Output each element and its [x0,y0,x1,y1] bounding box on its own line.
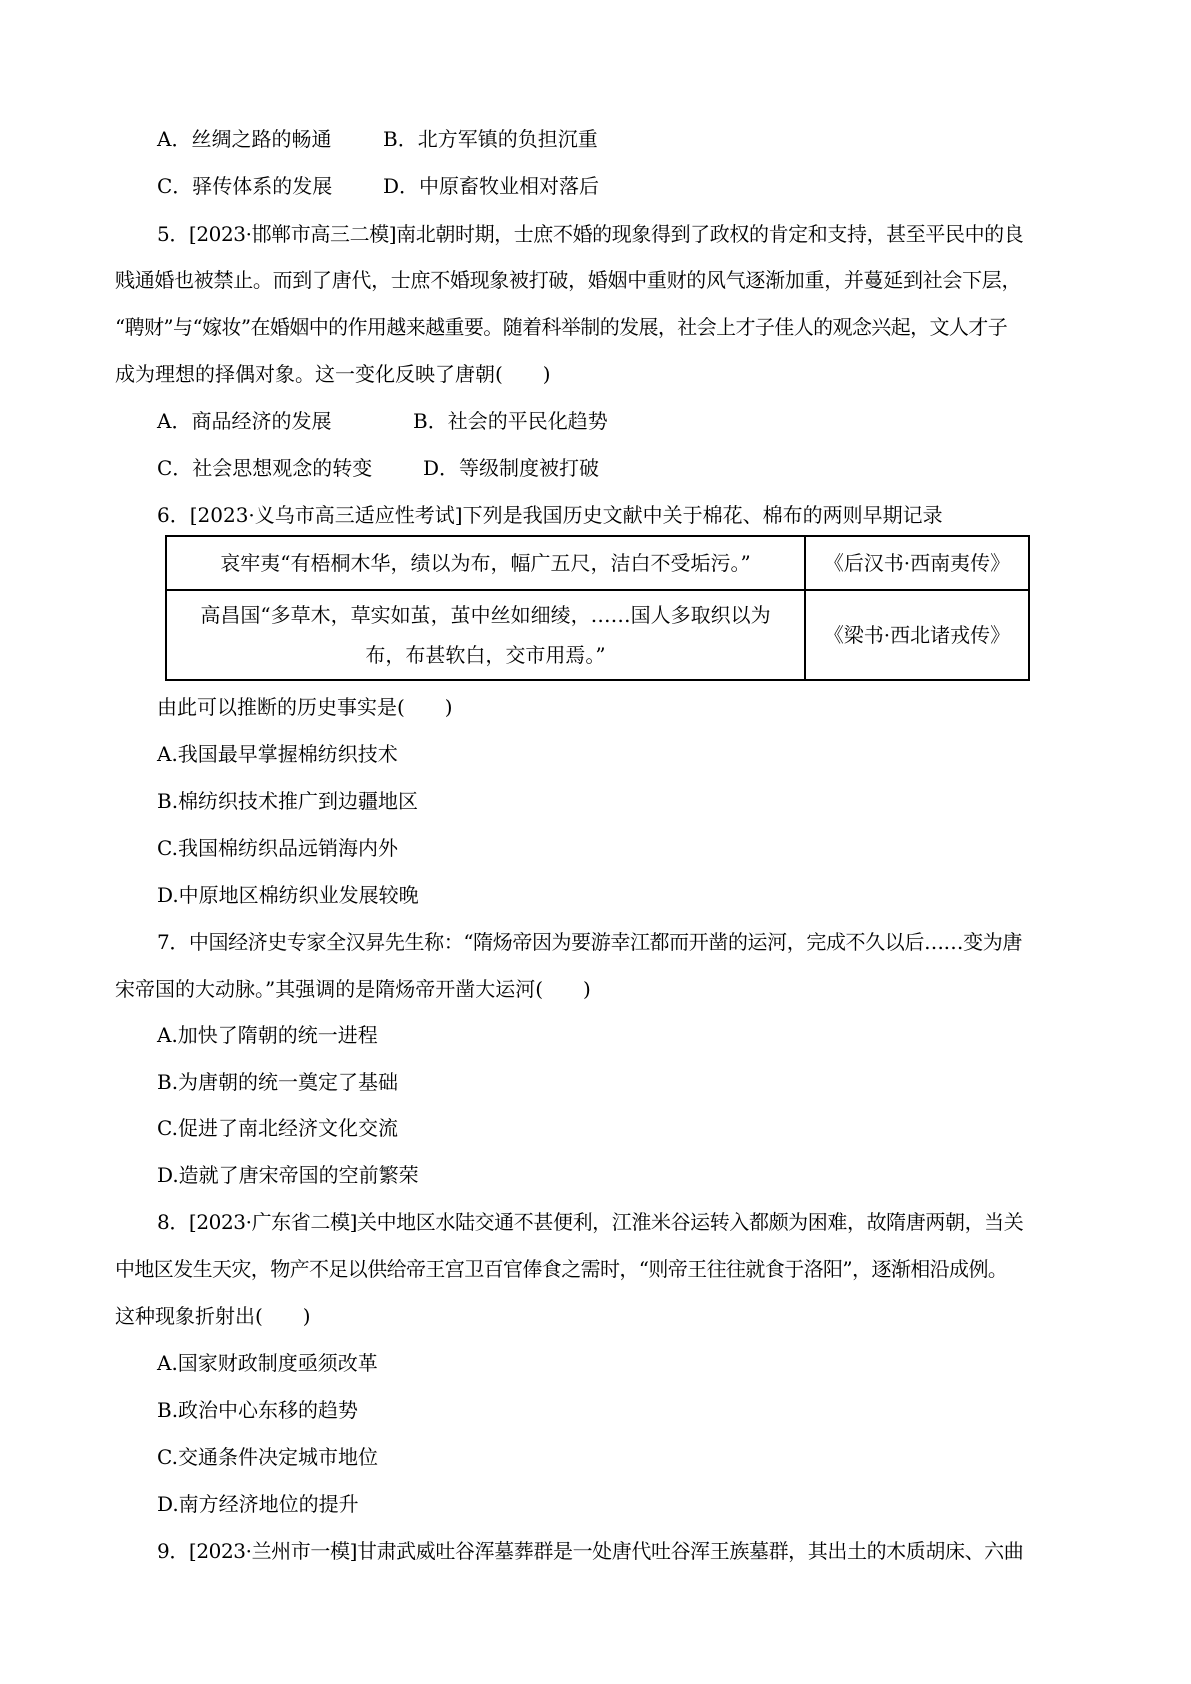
q6-option-d: D.中原地区棉纺织业发展较晚 [157,883,419,907]
q7-option-b: B.为唐朝的统一奠定了基础 [157,1070,399,1094]
q7-stem-line-2: 宋帝国的大动脉。”其强调的是隋炀帝开凿大运河( ) [115,977,591,1001]
q6-option-c: C.我国棉纺织品远销海内外 [157,836,398,860]
q8-stem-line-2: 中地区发生天灾，物产不足以供给帝王宫卫百官俸食之需时，“则帝王往往就食于洛阳”，逐渐相沿成例。 [115,1257,1008,1281]
q8-option-c: C.交通条件决定城市地位 [157,1445,378,1469]
q6-record-2-text: 高昌国“多草木，草实如茧，茧中丝如细绫，……国人多取织以为布，布甚软白，交市用焉。” [166,590,805,680]
q4-option-a: A．丝绸之路的畅通 [157,127,332,151]
q6-record-1-source: 《后汉书·西南夷传》 [805,536,1029,590]
q4-option-b: B．北方军镇的负担沉重 [383,127,598,151]
q8-stem-line-1: 8．[2023·广东省二模]关中地区水陆交通不甚便利，江淮米谷运转入都颇为困难，故隋唐两朝，当关 [157,1210,1024,1234]
q6-source-table [165,535,1030,681]
q4-option-c: C．驿传体系的发展 [157,174,333,198]
q5-option-b: B．社会的平民化趋势 [413,409,608,433]
q5-stem-line-2: 贱通婚也被禁止。而到了唐代，士庶不婚现象被打破，婚姻中重财的风气逐渐加重，并蔓延到社会下层， [115,268,1022,292]
q7-option-a: A.加快了隋朝的统一进程 [157,1023,378,1047]
q5-stem-line-4: 成为理想的择偶对象。这一变化反映了唐朝( ) [115,362,551,386]
q4-option-d: D．中原畜牧业相对落后 [383,174,600,198]
q8-option-d: D.南方经济地位的提升 [157,1492,359,1516]
q6-record-1-text: 哀牢夷“有梧桐木华，绩以为布，幅广五尺，洁白不受垢污。” [166,536,805,590]
q7-stem-line-1: 7．中国经济史专家全汉昇先生称：“隋炀帝因为要游幸江都而开凿的运河，完成不久以后……变为唐 [157,930,1022,954]
q6-record-2-source: 《梁书·西北诸戎传》 [805,590,1029,680]
q5-option-a: A．商品经济的发展 [157,409,332,433]
q6-question: 由此可以推断的历史事实是( ) [157,695,453,719]
q5-option-c: C．社会思想观念的转变 [157,456,373,480]
q6-option-a: A.我国最早掌握棉纺织技术 [157,742,398,766]
q7-option-d: D.造就了唐宋帝国的空前繁荣 [157,1163,419,1187]
q6-option-b: B.棉纺织技术推广到边疆地区 [157,789,419,813]
table-row [166,590,1029,680]
q8-option-b: B.政治中心东移的趋势 [157,1398,359,1422]
q5-stem-line-3: “聘财”与“嫁妆”在婚姻中的作用越来越重要。随着科举制的发展，社会上才子佳人的观念兴起，文人才子 [115,315,1008,339]
q6-stem: 6．[2023·义乌市高三适应性考试]下列是我国历史文献中关于棉花、棉布的两则早期记录 [157,503,943,527]
q8-stem-line-3: 这种现象折射出( ) [115,1304,311,1328]
table-row [166,536,1029,590]
q7-option-c: C.促进了南北经济文化交流 [157,1116,398,1140]
q8-option-a: A.国家财政制度亟须改革 [157,1351,378,1375]
q5-option-d: D．等级制度被打破 [423,456,600,480]
q5-stem-line-1: 5．[2023·邯郸市高三二模]南北朝时期，士庶不婚的现象得到了政权的肯定和支持，甚至平民中的良 [157,222,1024,246]
q9-stem-line-1: 9．[2023·兰州市一模]甘肃武威吐谷浑墓葬群是一处唐代吐谷浑王族墓群，其出土的木质胡床、六曲 [157,1539,1024,1563]
